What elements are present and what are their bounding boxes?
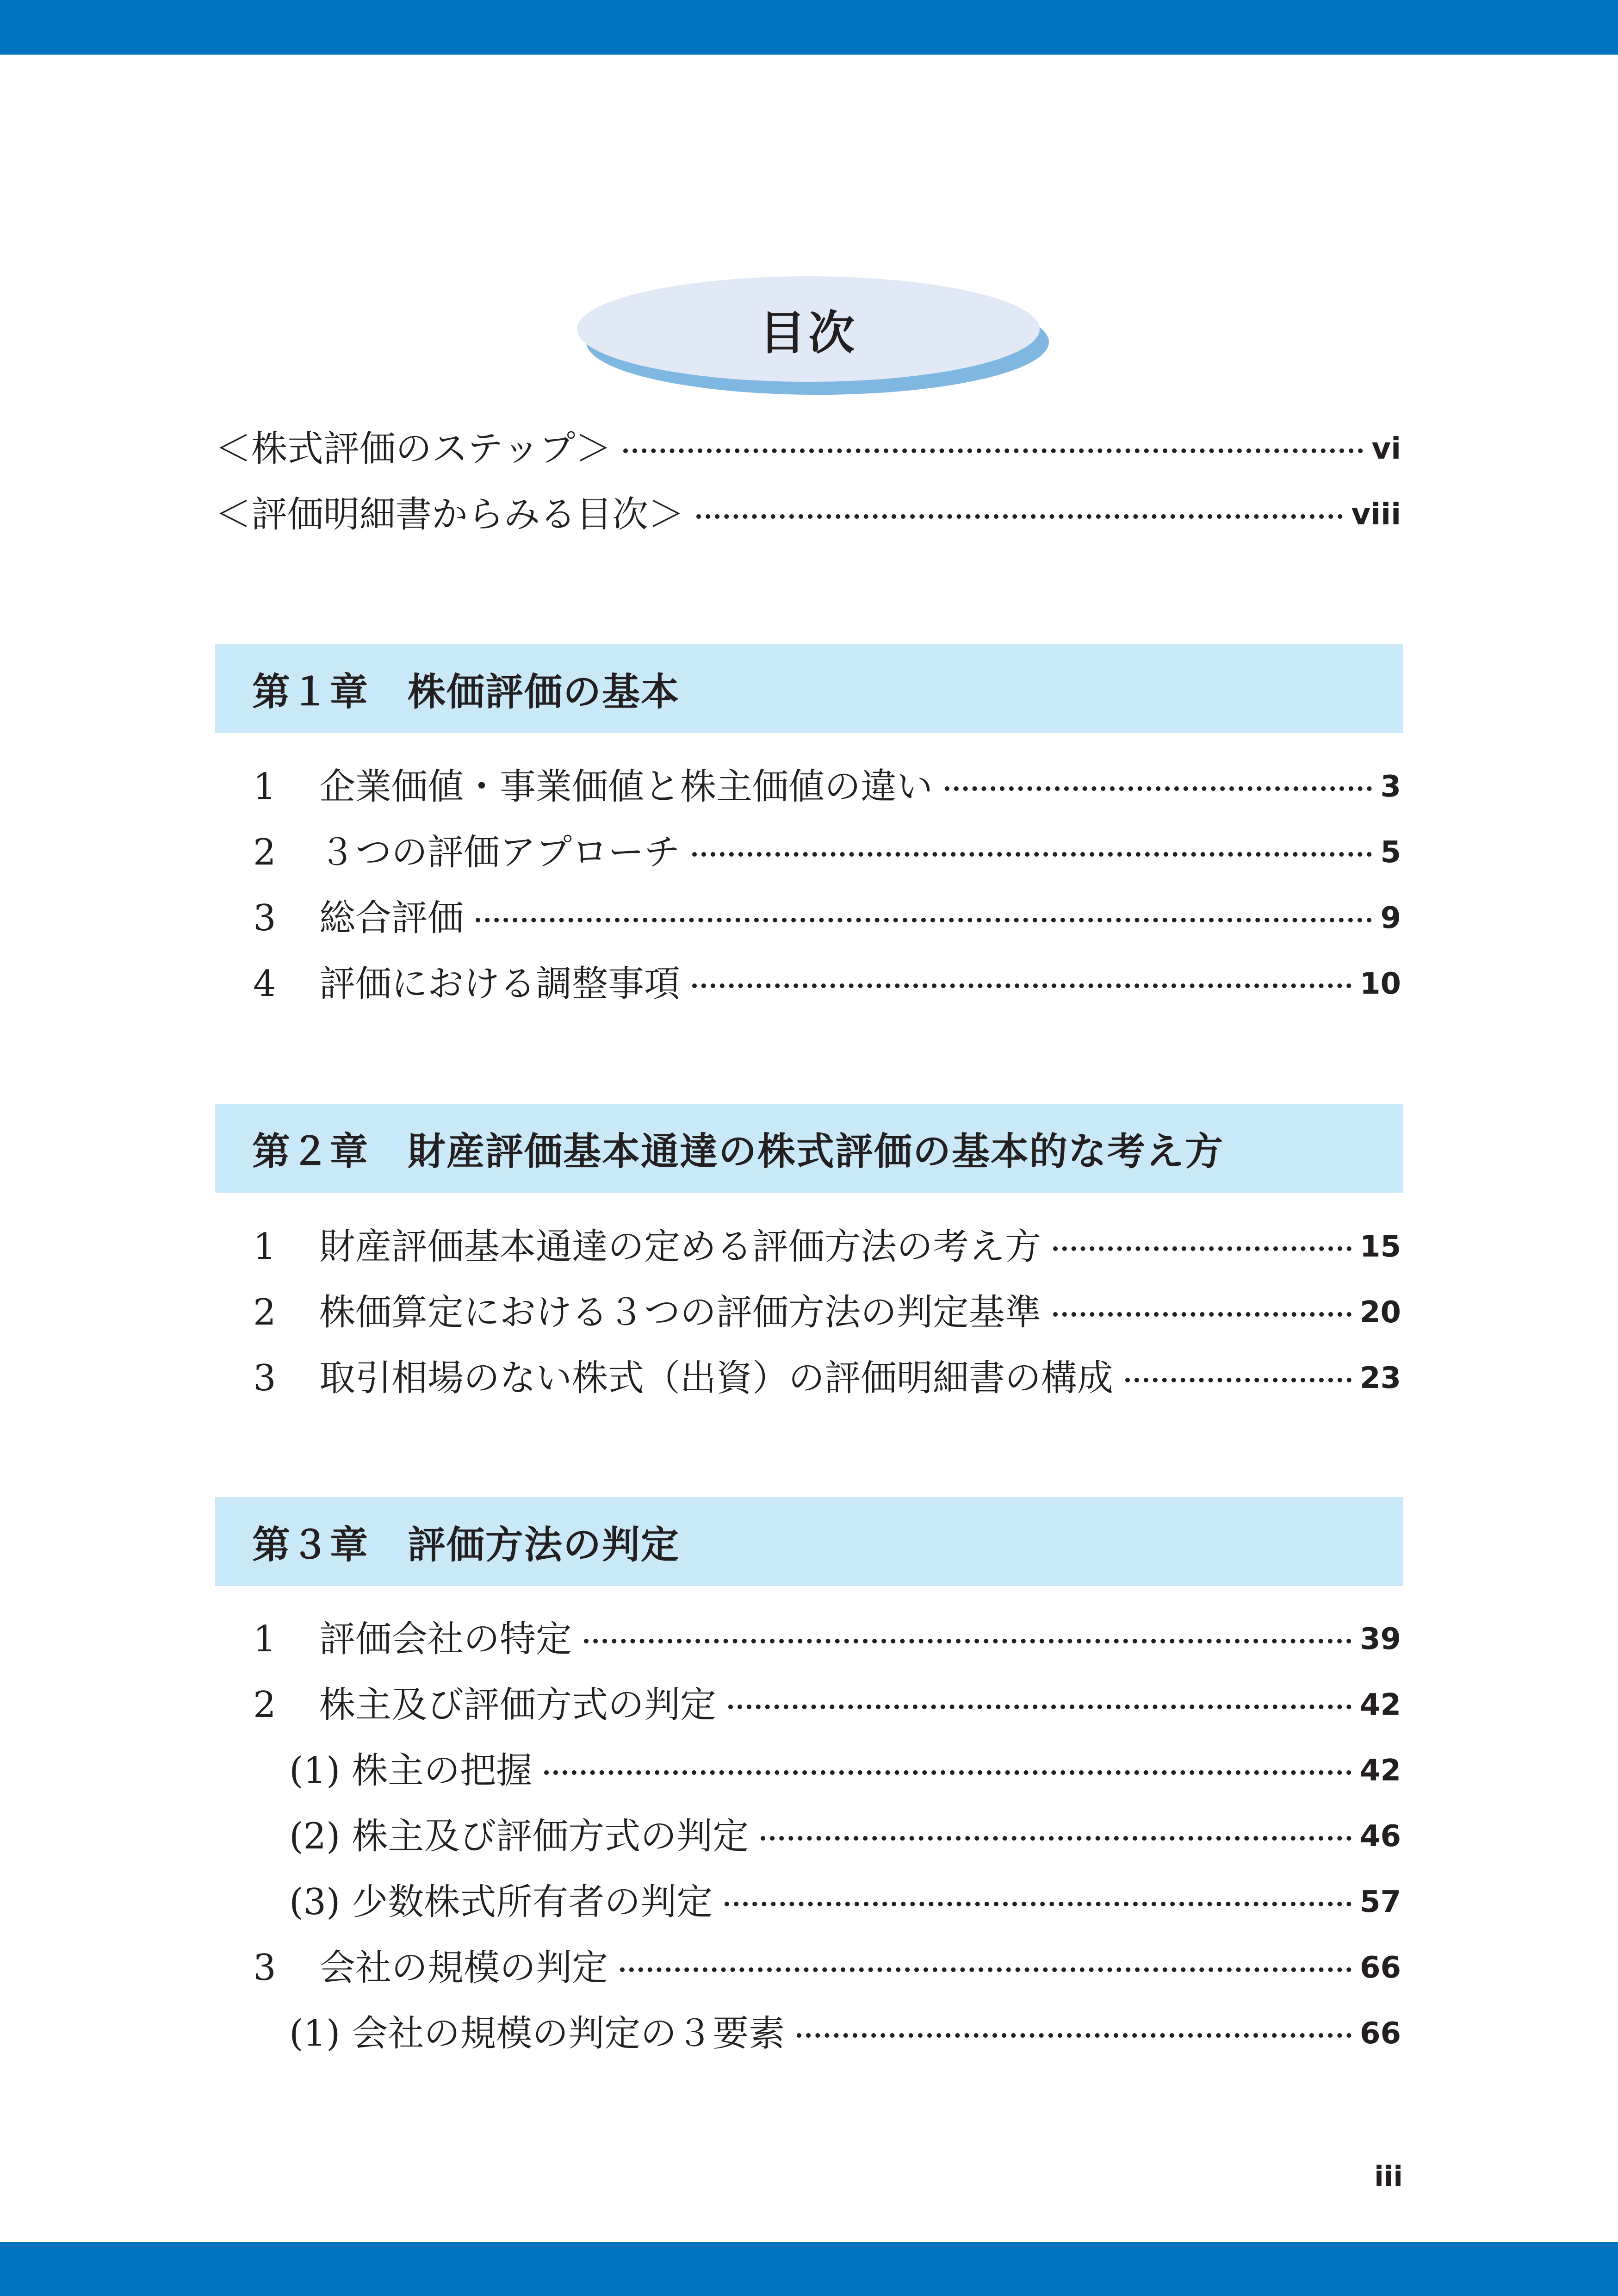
dot-leader — [725, 1902, 1351, 1906]
toc-entry-number: 3 — [253, 897, 276, 939]
toc-entry-label: 財産評価基本通達の定める評価方法の考え方 — [319, 1226, 1041, 1268]
toc-subentry[interactable] — [215, 1804, 1403, 1869]
dot-leader — [692, 852, 1372, 857]
dot-leader — [1053, 1312, 1351, 1317]
toc-entry-statement-index[interactable] — [215, 482, 1403, 547]
toc-entry-label: 株主及び評価方式の判定 — [319, 1684, 717, 1726]
toc-entry-page: 3 — [1380, 770, 1401, 804]
toc-entry-label: (1) 会社の規模の判定の３要素 — [289, 2013, 785, 2054]
toc-entry-number: 1 — [253, 766, 276, 808]
toc-entry-page: 20 — [1359, 1295, 1401, 1330]
dot-leader — [1125, 1378, 1351, 1382]
toc-entry-label: ３つの評価アプローチ — [319, 832, 681, 873]
toc-entry-label: 会社の規模の判定 — [319, 1947, 608, 1989]
toc-entry-number: 3 — [253, 1947, 276, 1989]
chapter-heading-3[interactable] — [215, 1497, 1403, 1586]
toc-entry-label: 株価算定における３つの評価方法の判定基準 — [319, 1292, 1041, 1333]
toc-entry-number: 2 — [253, 832, 276, 873]
dot-leader — [623, 448, 1363, 453]
dot-leader — [1053, 1246, 1351, 1251]
toc-entry-page: 46 — [1359, 1819, 1401, 1854]
toc-entry-label: 総合評価 — [319, 897, 464, 939]
toc-entry-number: 3 — [253, 1357, 276, 1399]
toc-entry-label: ＜株式評価のステップ＞ — [215, 428, 612, 470]
toc-title-badge — [577, 276, 1053, 398]
toc-entry[interactable] — [215, 1935, 1403, 2000]
dot-leader — [945, 786, 1372, 791]
toc-entry-label: (2) 株主及び評価方式の判定 — [289, 1816, 749, 1857]
page-number: iii — [1374, 2160, 1403, 2193]
top-color-band — [0, 0, 1618, 55]
toc-entry-page: 42 — [1359, 1688, 1401, 1722]
toc-entry[interactable] — [215, 754, 1403, 819]
toc-entry-label: ＜評価明細書からみる目次＞ — [215, 494, 685, 535]
dot-leader — [544, 1770, 1351, 1775]
toc-subentry[interactable] — [215, 1870, 1403, 1935]
chapter-heading-2[interactable] — [215, 1104, 1403, 1193]
dot-leader — [692, 983, 1351, 988]
toc-entry-label: 評価における調整事項 — [319, 963, 681, 1005]
toc-entry-page: vi — [1371, 432, 1401, 466]
toc-entry-number: 1 — [253, 1226, 276, 1268]
toc-entry-label: 評価会社の特定 — [319, 1618, 572, 1660]
dot-leader — [761, 1836, 1351, 1841]
dot-leader — [797, 2033, 1351, 2038]
toc-subentry[interactable] — [215, 2001, 1403, 2066]
toc-entry-number: 1 — [253, 1618, 276, 1660]
toc-entry-steps[interactable] — [215, 417, 1403, 481]
toc-entry[interactable] — [215, 886, 1403, 951]
dot-leader — [728, 1705, 1351, 1709]
dot-leader — [584, 1639, 1351, 1643]
dot-leader — [696, 514, 1343, 519]
toc-entry-page: 66 — [1359, 1951, 1401, 1985]
toc-entry-page: 57 — [1359, 1885, 1401, 1919]
toc-entry-label: (3) 少数株式所有者の判定 — [289, 1881, 713, 1923]
chapter-heading-1[interactable] — [215, 644, 1403, 733]
dot-leader — [476, 918, 1372, 922]
toc-entry-label: 企業価値・事業価値と株主価値の違い — [319, 766, 933, 808]
page-title: 目次 — [759, 305, 857, 360]
toc-entry-number: 2 — [253, 1292, 276, 1333]
chapter-title: 第３章 評価方法の判定 — [252, 1522, 680, 1567]
toc-entry-page: 23 — [1359, 1361, 1401, 1395]
toc-entry-page: 10 — [1359, 967, 1401, 1001]
toc-entry[interactable] — [215, 952, 1403, 1016]
chapter-title: 第２章 財産評価基本通達の株式評価の基本的な考え方 — [252, 1129, 1224, 1174]
toc-entry-page: viii — [1351, 498, 1401, 532]
toc-entry[interactable] — [215, 1214, 1403, 1279]
chapter-title: 第１章 株価評価の基本 — [252, 669, 680, 714]
toc-entry-number: 4 — [253, 963, 276, 1005]
toc-entry-number: 2 — [253, 1684, 276, 1726]
dot-leader — [620, 1967, 1351, 1972]
toc-entry-label: 取引相場のない株式（出資）の評価明細書の構成 — [319, 1357, 1114, 1399]
toc-entry-page: 9 — [1380, 901, 1401, 935]
toc-entry-page: 15 — [1359, 1230, 1401, 1264]
bottom-color-band — [0, 2242, 1618, 2296]
toc-entry[interactable] — [215, 1607, 1403, 1672]
toc-entry-page: 39 — [1359, 1622, 1401, 1656]
toc-entry-page: 5 — [1380, 835, 1401, 870]
toc-subentry[interactable] — [215, 1738, 1403, 1803]
toc-entry[interactable] — [215, 820, 1403, 885]
toc-entry-label: (1) 株主の把握 — [289, 1750, 533, 1792]
toc-entry[interactable] — [215, 1280, 1403, 1345]
toc-entry-page: 66 — [1359, 2016, 1401, 2051]
title-badge-ellipse — [577, 276, 1040, 382]
toc-entry[interactable] — [215, 1346, 1403, 1411]
toc-entry[interactable] — [215, 1673, 1403, 1737]
toc-entry-page: 42 — [1359, 1754, 1401, 1788]
